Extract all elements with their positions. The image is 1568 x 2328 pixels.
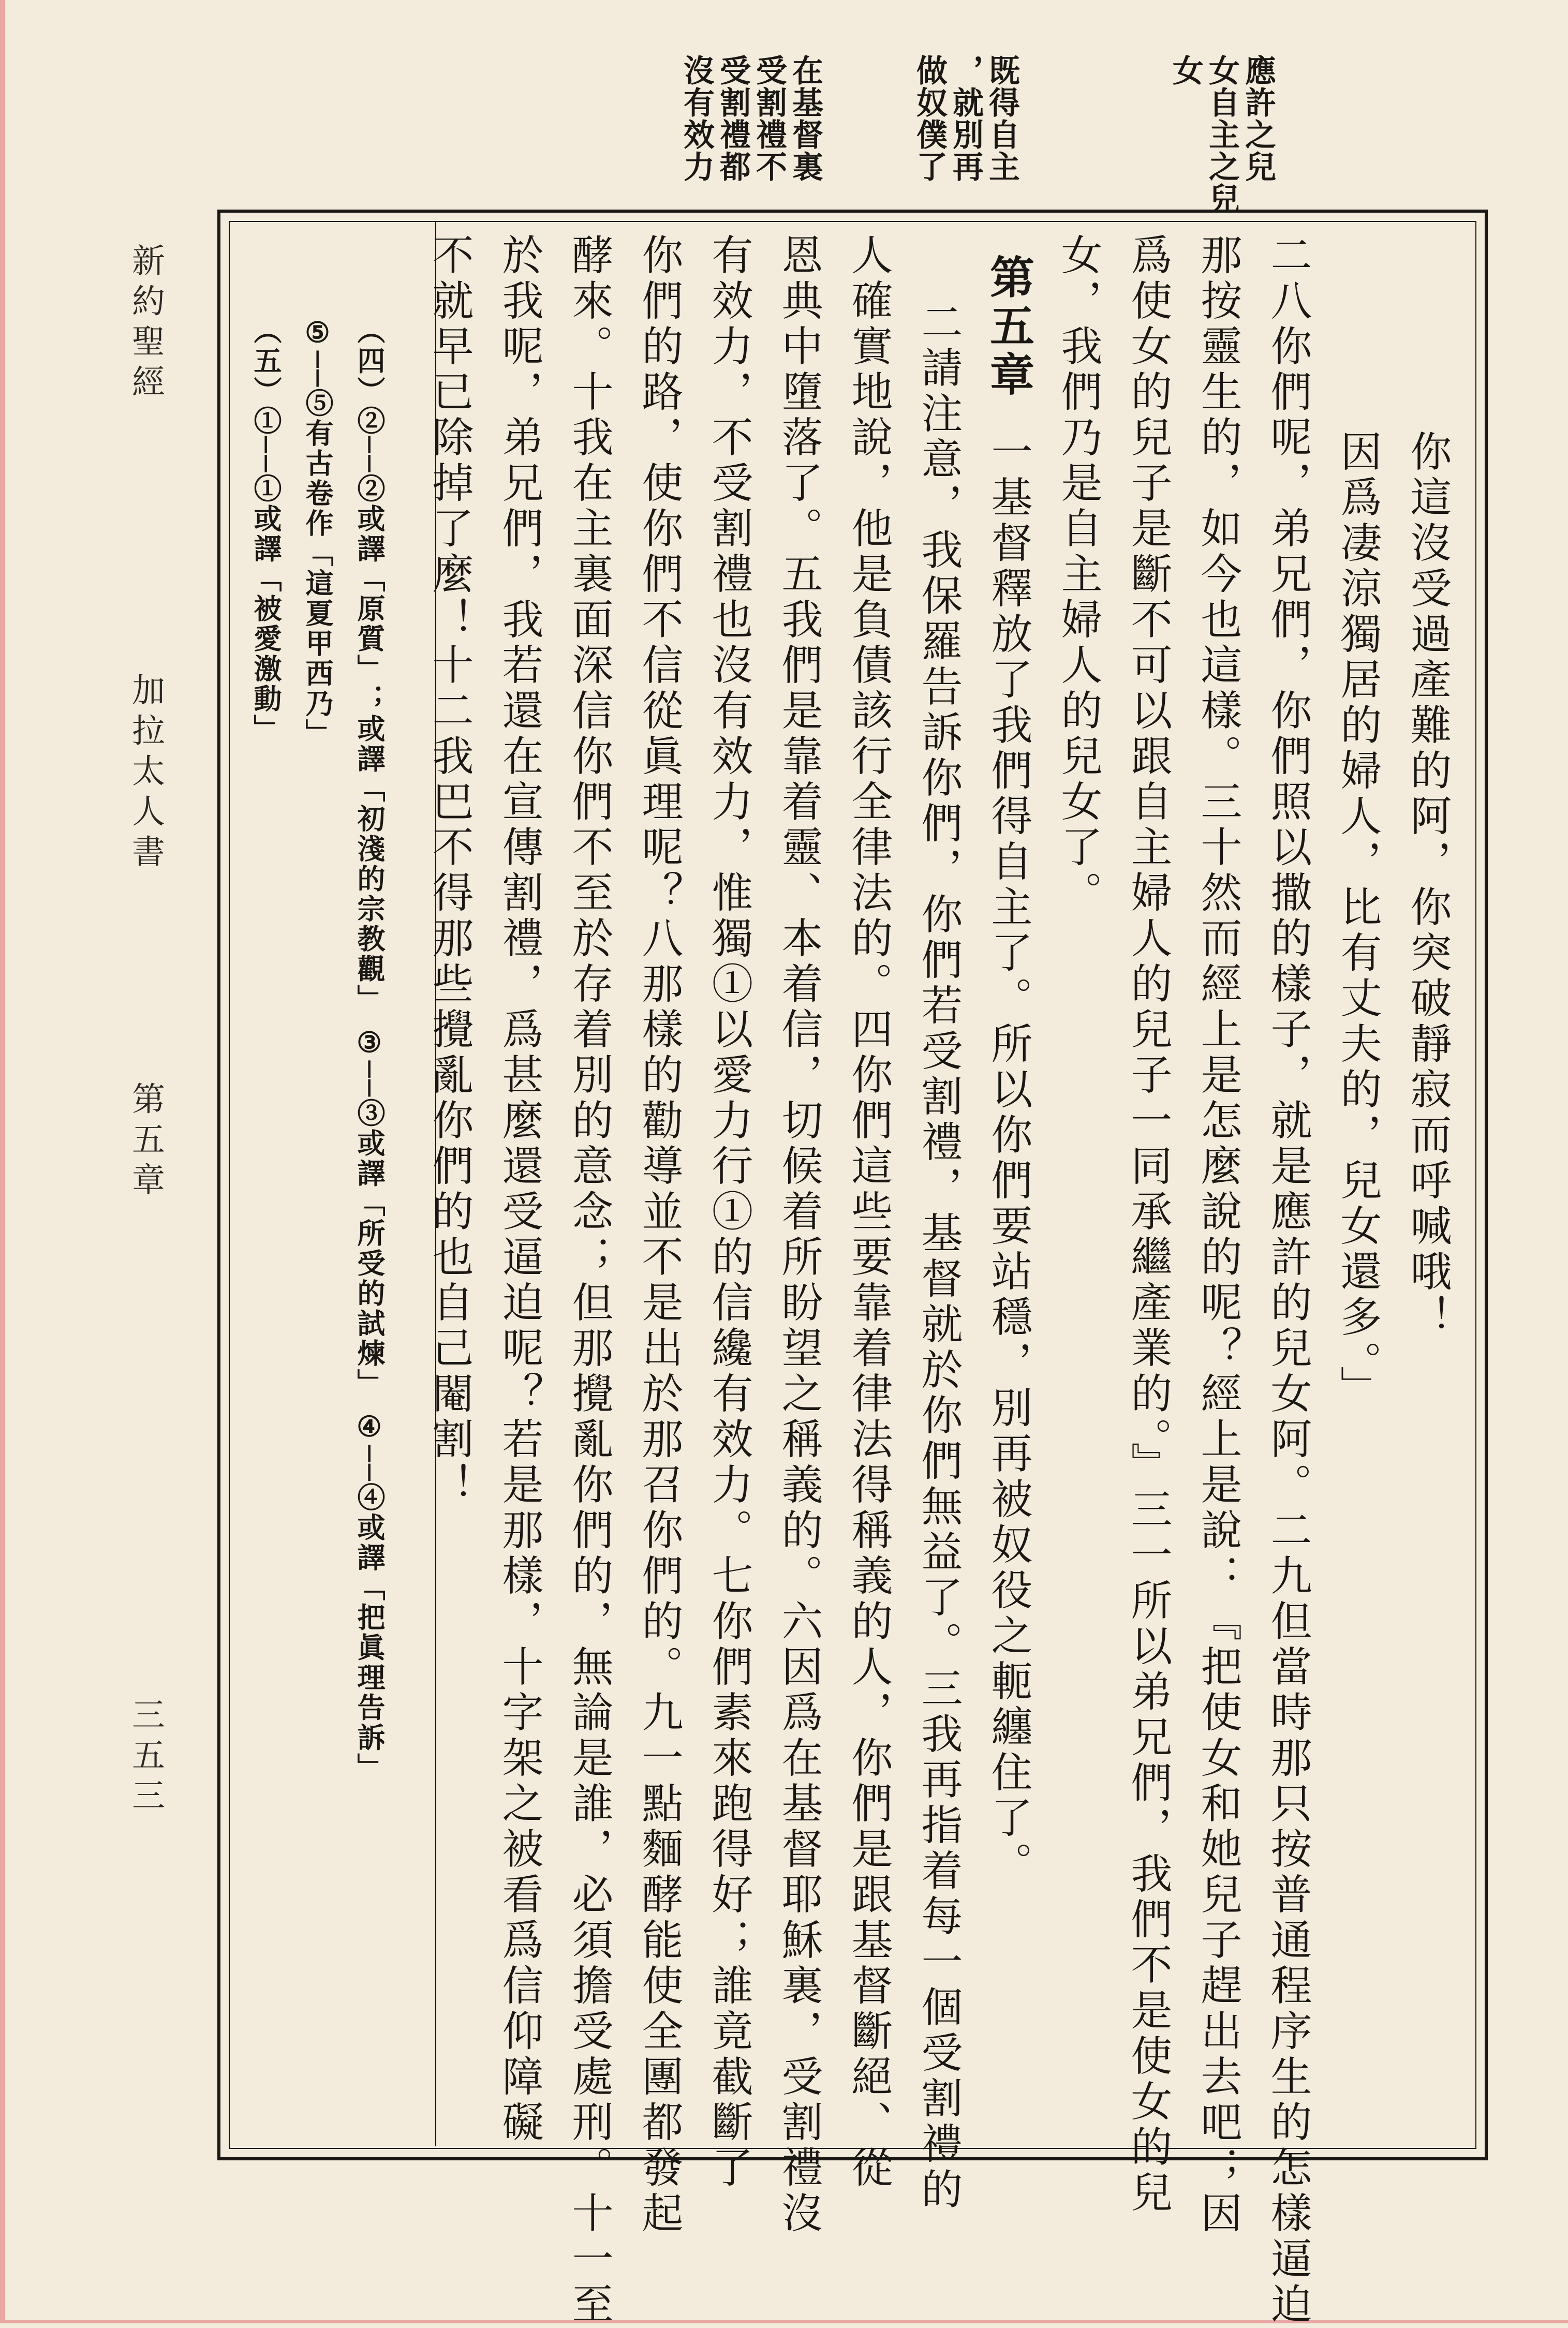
margin-ref: 女自主之兒	[1204, 54, 1240, 215]
margin-ref: ，就別再	[948, 54, 984, 183]
text-line: 人確實地說，他是負債該行全律法的。四你們這些要靠着律法得稱義的人，你們是跟基督斷絕、從	[845, 233, 893, 2191]
text-frame	[217, 210, 1488, 2328]
text-line: 有效力，不受割禮也沒有效力，惟獨①以愛力行①的信纔有效力。七你們素來跑得好；誰竟截斷了	[705, 233, 753, 2191]
footnote: ⑤──⑤有古卷作「這夏甲西乃」	[301, 316, 334, 749]
margin-ref: 應許之兒	[1240, 54, 1276, 183]
book-title: 新約聖經	[126, 243, 165, 405]
margin-ref: 受割禮都	[715, 54, 751, 183]
margin-ref: 在基督裏	[787, 54, 823, 183]
text-line: 因爲凄涼獨居的婦人，比有丈夫的，兒女還多。」	[1334, 430, 1382, 1411]
chapter-label: 第五章	[126, 1081, 165, 1203]
text-line: 二八你們呢，弟兄們，你們照以撒的樣子，就是應許的兒女阿。二九但當時那只按普通程序生的怎樣逼迫	[1264, 233, 1312, 2328]
text-line: 你這沒受過產難的阿，你突破靜寂而呼喊哦！	[1403, 430, 1452, 1341]
text-line: 酵來。十我在主裏面深信你們不至於存着別的意念；但那攪亂你們的，無論是誰，必須擔受處刑。十一至	[565, 233, 613, 2328]
text-line: 女，我們乃是自主婦人的兒女了。	[1054, 233, 1102, 916]
text-line: 不就早已除掉了麼！十二我巴不得那些攪亂你們的也自己閹割！	[425, 233, 474, 1508]
text-line: 二請注意，我保羅告訴你們，你們若受割禮，基督就於你們無益了。三我再指着每一個受割禮的	[914, 301, 963, 2213]
footnote: （四）②──②或譯「原質」；或譯「初淺的宗教觀」 ③──③或譯「所受的試煉」 ④──④或譯「把眞理告訴」	[353, 316, 386, 1783]
page-number: 三五三	[126, 1697, 165, 1818]
text-line: 一基督釋放了我們得自主了。所以你們要站穩，別再被奴役之軛纏住了。	[984, 430, 1032, 1887]
margin-ref: 沒有效力	[678, 54, 715, 183]
text-line: 爲使女的兒子是斷不可以跟自主婦人的兒子一同承繼產業的。』三一所以弟兄們，我們不是使女的兒	[1124, 233, 1172, 2216]
text-line: 於我呢，弟兄們，我若還在宣傳割禮，爲甚麼還受逼迫呢？若是那樣，十字架之被看爲信仰障礙	[495, 233, 543, 2146]
margin-ref: 女	[1167, 54, 1204, 86]
margin-ref: 做奴僕了	[911, 54, 948, 183]
text-line: 那按靈生的，如今也這樣。三十然而經上是怎麼說的呢？經上是說：『把使女和她兒子趕出去吧；因	[1194, 233, 1242, 2237]
margin-ref: 受割禮不	[751, 54, 787, 183]
chapter-heading: 第五章	[982, 254, 1034, 400]
text-line: 你們的路，使你們不信從眞理呢？八那樣的勸導並不是出於那召你們的。九一點麵酵能使全團都發起	[635, 233, 683, 2237]
footnote: （五）①──①或譯「被愛激動」	[249, 316, 283, 745]
margin-ref: 既得自主	[984, 54, 1020, 183]
epistle-title: 加拉太人書	[126, 673, 165, 874]
text-line: 恩典中墮落了。五我們是靠着靈、本着信，切候着所盼望之稱義的。六因爲在基督耶穌裏，受割禮沒	[775, 233, 823, 2237]
